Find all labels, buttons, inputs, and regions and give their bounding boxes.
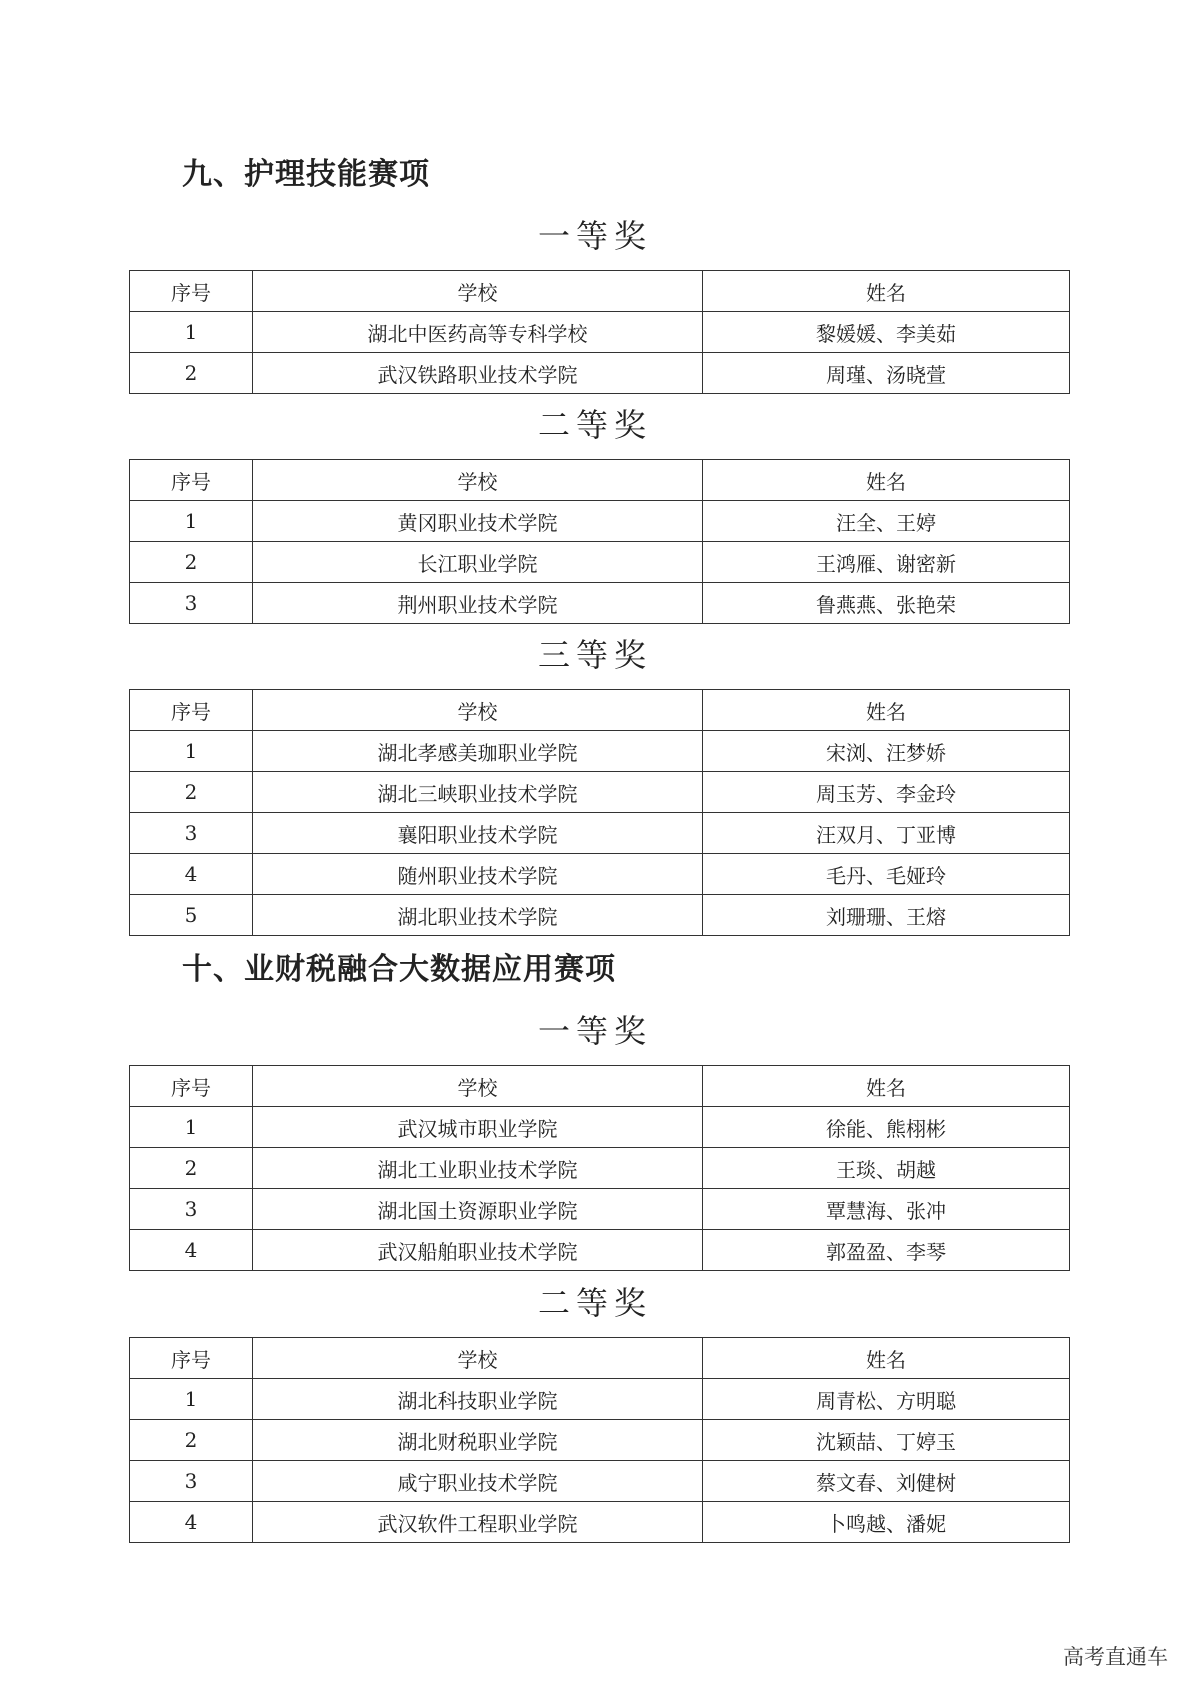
- cell-no: 5: [130, 895, 253, 936]
- cell-school: 湖北中医药高等专科学校: [253, 312, 703, 353]
- cell-school: 随州职业技术学院: [253, 854, 703, 895]
- table-row: [130, 731, 1070, 772]
- cell-name: 蔡文春、刘健树: [703, 1461, 1070, 1502]
- award-table: [129, 1065, 1070, 1271]
- cell-school: 咸宁职业技术学院: [253, 1461, 703, 1502]
- award-title-third-prize: 三等奖: [537, 636, 652, 674]
- header-no: 序号: [130, 460, 253, 501]
- header-name: 姓名: [703, 690, 1070, 731]
- table-row: [130, 895, 1070, 936]
- cell-school: 湖北职业技术学院: [253, 895, 703, 936]
- cell-school: 湖北工业职业技术学院: [253, 1148, 703, 1189]
- cell-name: 徐能、熊栩彬: [703, 1107, 1070, 1148]
- table-row: [130, 583, 1070, 624]
- cell-no: 2: [130, 1420, 253, 1461]
- table-row: [130, 1107, 1070, 1148]
- cell-name: 周瑾、汤晓萱: [703, 353, 1070, 394]
- award-title-first-prize: 一等奖: [537, 1012, 652, 1050]
- cell-name: 王鸿雁、谢密新: [703, 542, 1070, 583]
- header-no: 序号: [130, 1066, 253, 1107]
- cell-no: 2: [130, 1148, 253, 1189]
- section-title-finance-big-data: 十、业财税融合大数据应用赛项: [182, 952, 616, 987]
- header-no: 序号: [130, 271, 253, 312]
- cell-name: 汪全、王婷: [703, 501, 1070, 542]
- cell-no: 2: [130, 542, 253, 583]
- cell-name: 卜鸣越、潘妮: [703, 1502, 1070, 1543]
- cell-name: 宋浏、汪梦娇: [703, 731, 1070, 772]
- cell-school: 武汉铁路职业技术学院: [253, 353, 703, 394]
- award-table: [129, 270, 1070, 394]
- cell-no: 3: [130, 583, 253, 624]
- cell-no: 1: [130, 501, 253, 542]
- cell-name: 毛丹、毛娅玲: [703, 854, 1070, 895]
- table-row: [130, 854, 1070, 895]
- cell-name: 周青松、方明聪: [703, 1379, 1070, 1420]
- table-row: [130, 1189, 1070, 1230]
- table-row: [130, 542, 1070, 583]
- table-header-row: [130, 1338, 1070, 1379]
- header-no: 序号: [130, 1338, 253, 1379]
- award-title-first-prize: 一等奖: [537, 217, 652, 255]
- cell-school: 武汉船舶职业技术学院: [253, 1230, 703, 1271]
- table-row: [130, 1502, 1070, 1543]
- cell-school: 湖北财税职业学院: [253, 1420, 703, 1461]
- header-school: 学校: [253, 271, 703, 312]
- header-no: 序号: [130, 690, 253, 731]
- section-title-nursing: 九、护理技能赛项: [182, 157, 430, 192]
- cell-name: 鲁燕燕、张艳荣: [703, 583, 1070, 624]
- award-table: [129, 689, 1070, 936]
- cell-name: 周玉芳、李金玲: [703, 772, 1070, 813]
- header-school: 学校: [253, 1066, 703, 1107]
- award-table: [129, 459, 1070, 624]
- cell-no: 4: [130, 1230, 253, 1271]
- cell-school: 襄阳职业技术学院: [253, 813, 703, 854]
- cell-school: 黄冈职业技术学院: [253, 501, 703, 542]
- table-header-row: [130, 690, 1070, 731]
- cell-school: 湖北国土资源职业学院: [253, 1189, 703, 1230]
- cell-school: 湖北三峡职业技术学院: [253, 772, 703, 813]
- header-school: 学校: [253, 690, 703, 731]
- table-row: [130, 1461, 1070, 1502]
- table-row: [130, 501, 1070, 542]
- header-name: 姓名: [703, 1338, 1070, 1379]
- cell-school: 湖北孝感美珈职业学院: [253, 731, 703, 772]
- cell-school: 武汉软件工程职业学院: [253, 1502, 703, 1543]
- cell-no: 1: [130, 1107, 253, 1148]
- cell-no: 3: [130, 1461, 253, 1502]
- cell-name: 汪双月、丁亚博: [703, 813, 1070, 854]
- table-row: [130, 1379, 1070, 1420]
- cell-no: 1: [130, 731, 253, 772]
- award-table: [129, 1337, 1070, 1543]
- table-header-row: [130, 460, 1070, 501]
- cell-no: 4: [130, 1502, 253, 1543]
- cell-name: 沈颖喆、丁婷玉: [703, 1420, 1070, 1461]
- cell-school: 武汉城市职业学院: [253, 1107, 703, 1148]
- cell-school: 长江职业学院: [253, 542, 703, 583]
- cell-no: 3: [130, 1189, 253, 1230]
- cell-name: 王琰、胡越: [703, 1148, 1070, 1189]
- table-header-row: [130, 1066, 1070, 1107]
- award-title-second-prize: 二等奖: [537, 1284, 652, 1322]
- header-school: 学校: [253, 460, 703, 501]
- header-name: 姓名: [703, 1066, 1070, 1107]
- table-row: [130, 813, 1070, 854]
- cell-name: 郭盈盈、李琴: [703, 1230, 1070, 1271]
- cell-name: 覃慧海、张冲: [703, 1189, 1070, 1230]
- cell-no: 2: [130, 772, 253, 813]
- cell-school: 湖北科技职业学院: [253, 1379, 703, 1420]
- cell-no: 1: [130, 312, 253, 353]
- cell-name: 黎媛媛、李美茹: [703, 312, 1070, 353]
- table-header-row: [130, 271, 1070, 312]
- table-row: [130, 312, 1070, 353]
- table-row: [130, 1230, 1070, 1271]
- cell-no: 1: [130, 1379, 253, 1420]
- header-school: 学校: [253, 1338, 703, 1379]
- cell-school: 荆州职业技术学院: [253, 583, 703, 624]
- award-title-second-prize: 二等奖: [537, 406, 652, 444]
- cell-no: 4: [130, 854, 253, 895]
- table-row: [130, 353, 1070, 394]
- cell-name: 刘珊珊、王熔: [703, 895, 1070, 936]
- watermark-text: 高考直通车: [1063, 1645, 1168, 1669]
- table-row: [130, 1148, 1070, 1189]
- cell-no: 3: [130, 813, 253, 854]
- table-row: [130, 772, 1070, 813]
- header-name: 姓名: [703, 271, 1070, 312]
- header-name: 姓名: [703, 460, 1070, 501]
- table-row: [130, 1420, 1070, 1461]
- cell-no: 2: [130, 353, 253, 394]
